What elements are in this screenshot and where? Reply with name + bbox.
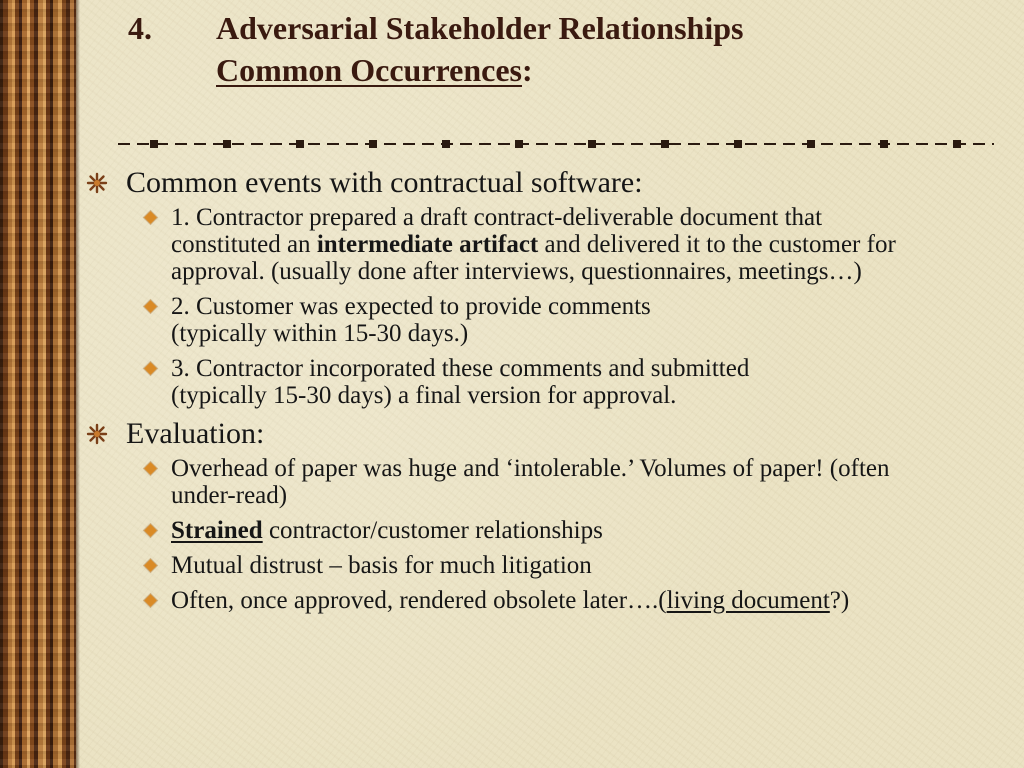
asterisk-star-icon — [86, 423, 108, 445]
item-bold-underlined-text: Strained — [171, 517, 263, 544]
item-bold-text: intermediate artifact — [316, 231, 539, 258]
diamond-icon — [144, 300, 157, 313]
item-text: ?) — [829, 587, 850, 614]
section-heading — [86, 417, 1006, 451]
slide-number: 4. — [128, 10, 152, 46]
slide-title: Adversarial Stakeholder Relationships — [216, 10, 744, 46]
item-line: Overhead of paper was huge and ‘intolerable.’ Volumes of paper! (often — [171, 455, 890, 482]
item-text: constituted an — [171, 231, 317, 258]
item-line: under-read) — [171, 482, 288, 509]
sidebar-shadow — [76, 0, 80, 768]
item-text: Often, once approved, rendered obsolete later….( — [171, 587, 667, 614]
diamond-icon — [144, 462, 157, 475]
list-item — [86, 355, 1006, 409]
diamond-icon — [144, 362, 157, 375]
item-line — [171, 587, 1006, 614]
item-line: 3. Contractor incorporated these comments and submitted — [171, 355, 750, 382]
slide-subtitle — [216, 52, 533, 89]
item-line: approval. (usually done after interviews, questionnaires, meetings…) — [171, 258, 862, 285]
diamond-icon — [144, 559, 157, 572]
dashed-divider — [118, 136, 994, 152]
item-line — [171, 517, 1006, 544]
item-line: (typically 15-30 days) a final version for approval. — [171, 382, 677, 409]
subtitle-underlined: Common Occurrences — [216, 52, 522, 88]
item-line: 2. Customer was expected to provide comments — [171, 293, 651, 320]
slide-body — [86, 160, 1006, 622]
wood-sidebar — [0, 0, 76, 768]
subtitle-colon: : — [522, 52, 533, 88]
diamond-icon — [144, 524, 157, 537]
diamond-icon — [144, 594, 157, 607]
item-text: contractor/customer relationships — [262, 517, 603, 544]
item-text: and delivered it to the customer for — [538, 231, 896, 258]
list-item — [86, 204, 1006, 285]
list-item — [86, 587, 1006, 614]
list-item — [86, 552, 1006, 579]
item-line: 1. Contractor prepared a draft contract-deliverable document that — [171, 204, 823, 231]
section-heading — [86, 166, 1006, 200]
item-line — [171, 231, 1006, 258]
item-underlined-text: living document — [666, 587, 830, 614]
section-heading-text: Common events with contractual software: — [126, 166, 643, 199]
asterisk-star-icon — [86, 172, 108, 194]
item-line: Mutual distrust – basis for much litigation — [171, 552, 592, 579]
item-line: (typically within 15-30 days.) — [171, 320, 469, 347]
section-heading-text: Evaluation: — [126, 417, 265, 450]
list-item — [86, 517, 1006, 544]
diamond-icon — [144, 211, 157, 224]
list-item — [86, 293, 1006, 347]
list-item — [86, 455, 1006, 509]
